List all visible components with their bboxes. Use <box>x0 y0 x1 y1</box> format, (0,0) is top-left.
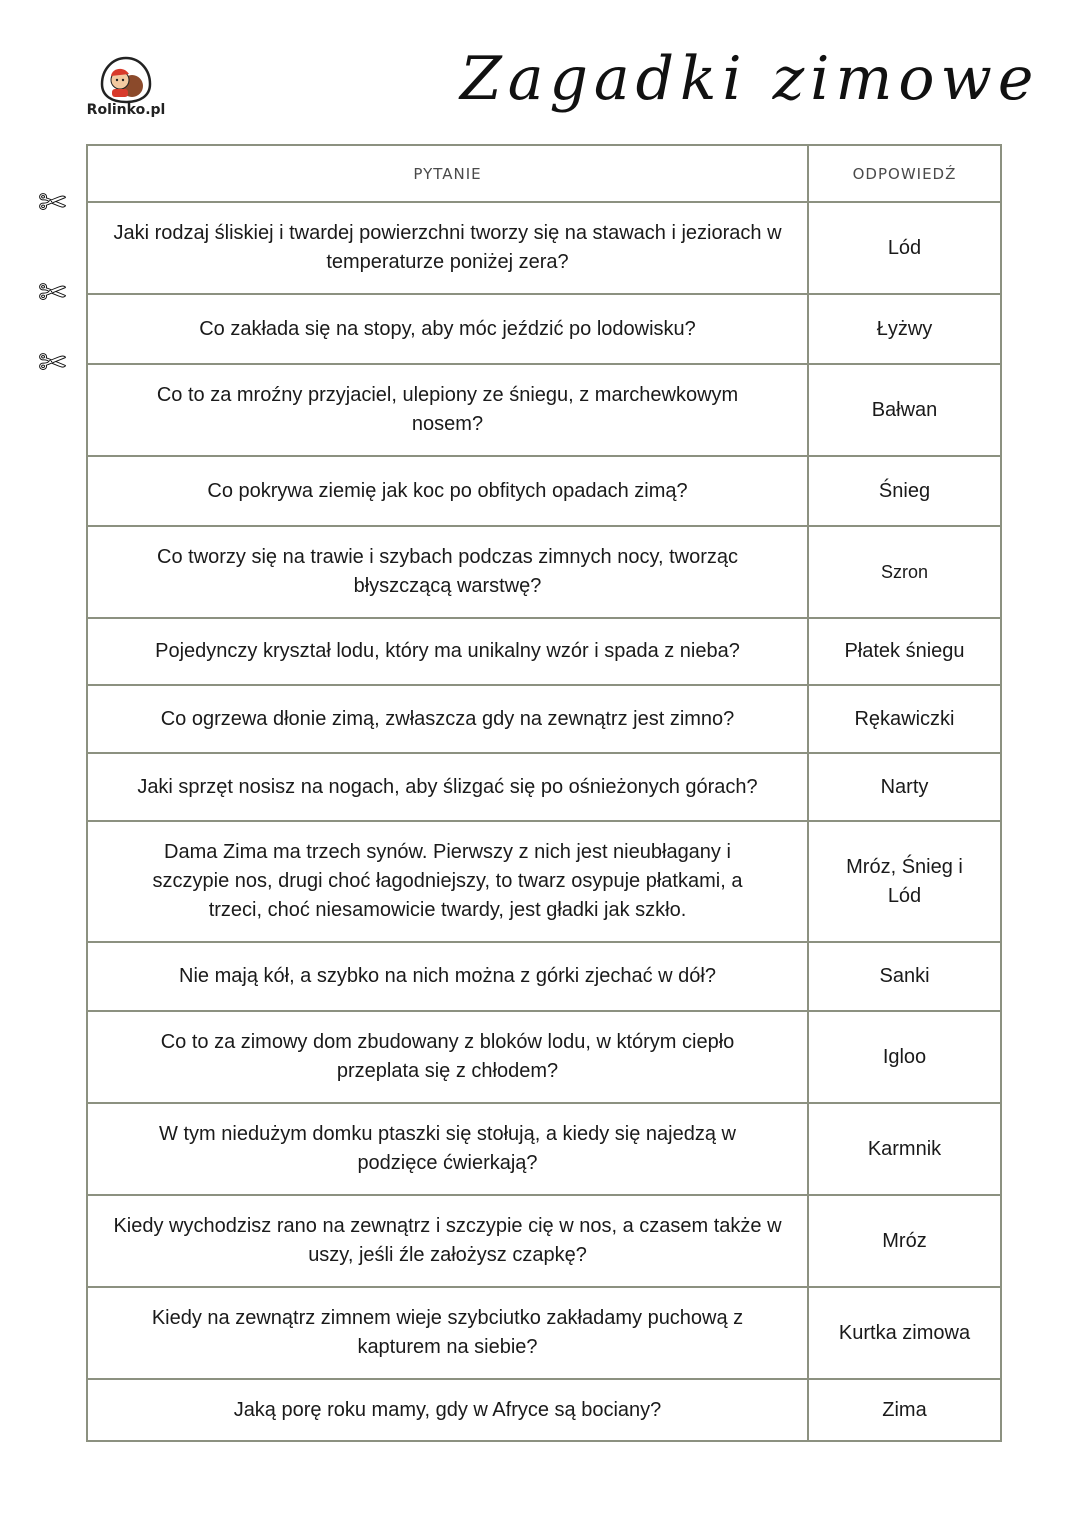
scissors-icon: ✄ <box>38 273 67 313</box>
table-row <box>87 1011 1001 1103</box>
table-row <box>87 456 1001 526</box>
table-row <box>87 526 1001 618</box>
table-header-row <box>87 145 1001 202</box>
answer-cell: Sanki <box>808 942 1001 1011</box>
scissors-icon: ✄ <box>38 343 67 383</box>
column-header-answer: ODPOWIEDŹ <box>808 145 1001 202</box>
table-row <box>87 1195 1001 1287</box>
answer-cell: Kurtka zimowa <box>808 1287 1001 1379</box>
answer-cell: Zima <box>808 1379 1001 1441</box>
question-cell: Co to za mroźny przyjaciel, ulepiony ze śniegu, z marchewkowym nosem? <box>87 364 808 456</box>
column-header-question: PYTANIE <box>87 145 808 202</box>
page-title: Zagadki zimowe <box>460 44 1040 114</box>
question-cell: Pojedynczy kryształ lodu, który ma unikalny wzór i spada z nieba? <box>87 618 808 685</box>
scissors-icon: ✄ <box>38 183 67 223</box>
logo-mascot-icon <box>98 56 154 104</box>
answer-cell: Mróz, Śnieg i Lód <box>808 821 1001 942</box>
answer-cell: Bałwan <box>808 364 1001 456</box>
table-row <box>87 364 1001 456</box>
logo-text: Rolinko.pl <box>86 102 166 118</box>
question-cell: Co to za zimowy dom zbudowany z bloków lodu, w którym ciepło przeplata się z chłodem? <box>87 1011 808 1103</box>
answer-cell: Igloo <box>808 1011 1001 1103</box>
question-cell: W tym niedużym domku ptaszki się stołują, a kiedy się najedzą w podzięce ćwierkają? <box>87 1103 808 1195</box>
answer-cell: Łyżwy <box>808 294 1001 364</box>
logo <box>84 56 168 122</box>
answer-cell: Płatek śniegu <box>808 618 1001 685</box>
question-cell: Dama Zima ma trzech synów. Pierwszy z nich jest nieubłagany i szczypie nos, drugi choć łagodniejszy, to twarz osypuje płatkami, a trzeci, choć niesamowicie twardy, jest gładki jak szkło. <box>87 821 808 942</box>
answer-cell: Śnieg <box>808 456 1001 526</box>
table-row <box>87 942 1001 1011</box>
question-cell: Jaki rodzaj śliskiej i twardej powierzchni tworzy się na stawach i jeziorach w temperaturze poniżej zera? <box>87 202 808 294</box>
table-row <box>87 685 1001 753</box>
question-cell: Co zakłada się na stopy, aby móc jeździć po lodowisku? <box>87 294 808 364</box>
table-row <box>87 294 1001 364</box>
question-cell: Co ogrzewa dłonie zimą, zwłaszcza gdy na zewnątrz jest zimno? <box>87 685 808 753</box>
question-cell: Co pokrywa ziemię jak koc po obfitych opadach zimą? <box>87 456 808 526</box>
table-row <box>87 821 1001 942</box>
answer-cell: Narty <box>808 753 1001 821</box>
table-row <box>87 202 1001 294</box>
question-cell: Jaki sprzęt nosisz na nogach, aby ślizgać się po ośnieżonych górach? <box>87 753 808 821</box>
question-cell: Kiedy na zewnątrz zimnem wieje szybciutko zakładamy puchową z kapturem na siebie? <box>87 1287 808 1379</box>
table-row <box>87 618 1001 685</box>
table-row <box>87 1379 1001 1441</box>
answer-cell: Mróz <box>808 1195 1001 1287</box>
answer-cell: Lód <box>808 202 1001 294</box>
table-row <box>87 1287 1001 1379</box>
riddles-table <box>86 144 1002 1442</box>
answer-cell: Karmnik <box>808 1103 1001 1195</box>
question-cell: Jaką porę roku mamy, gdy w Afryce są bociany? <box>87 1379 808 1441</box>
question-cell: Nie mają kół, a szybko na nich można z górki zjechać w dół? <box>87 942 808 1011</box>
question-cell: Co tworzy się na trawie i szybach podczas zimnych nocy, tworząc błyszczącą warstwę? <box>87 526 808 618</box>
question-cell: Kiedy wychodzisz rano na zewnątrz i szczypie cię w nos, a czasem także w uszy, jeśli źle założysz czapkę? <box>87 1195 808 1287</box>
answer-cell: Szron <box>808 526 1001 618</box>
table-row <box>87 753 1001 821</box>
table-row <box>87 1103 1001 1195</box>
answer-cell: Rękawiczki <box>808 685 1001 753</box>
